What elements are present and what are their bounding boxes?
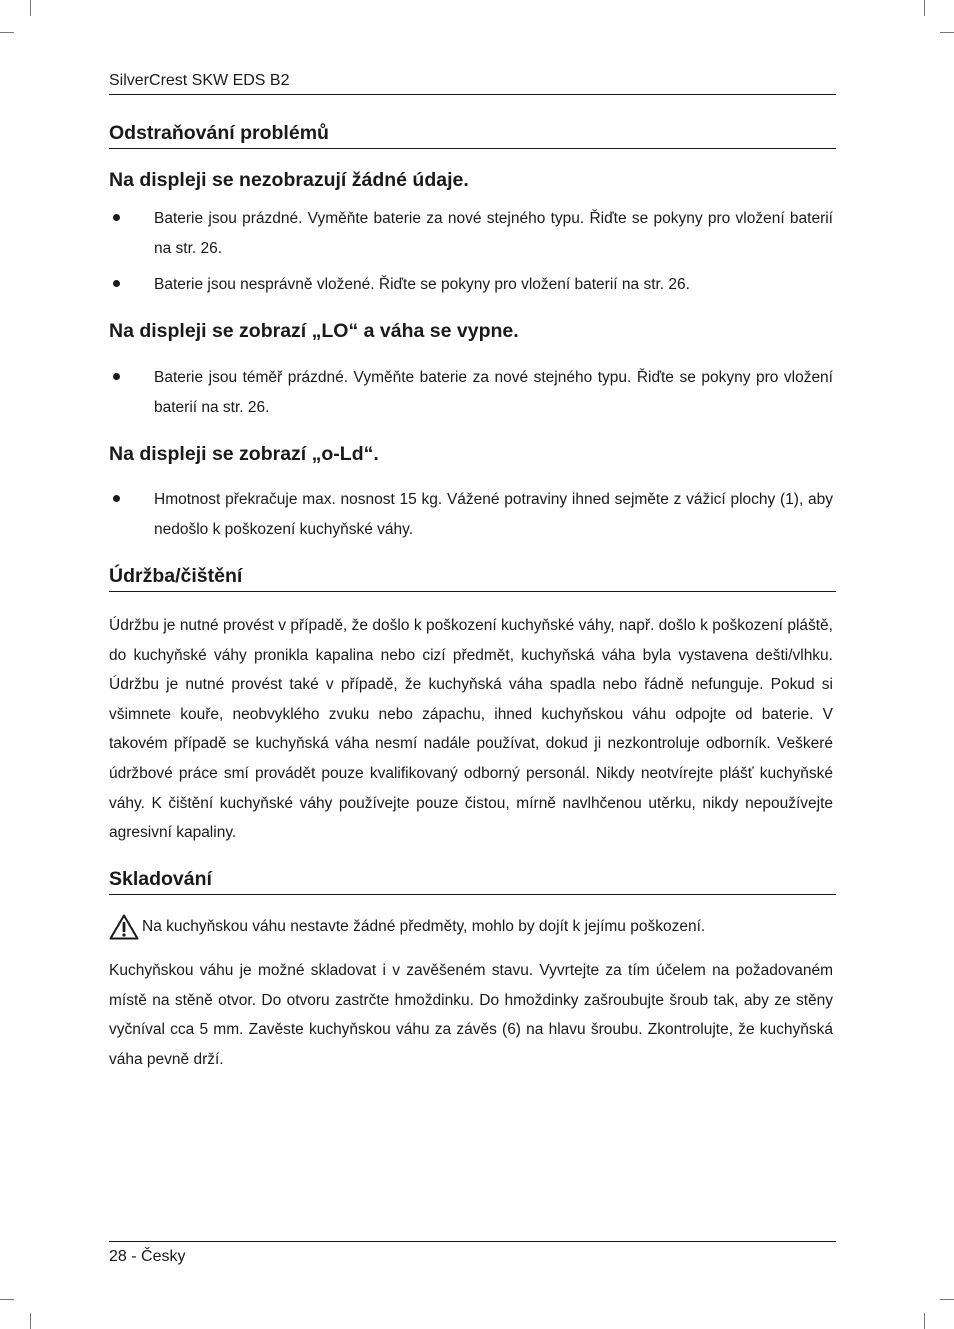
storage-heading: Skladování [109,866,836,895]
bullet-icon [113,280,120,287]
issue-title-no-display: Na displeji se nezobrazují žádné údaje. [109,169,469,191]
maintenance-heading: Údržba/čištění [109,563,836,592]
list-item [109,204,833,263]
crop-mark [924,1313,925,1329]
warning-text: Na kuchyňskou váhu nestavte žádné předměty, mohlo by dojít k jejímu poškození. [142,918,706,935]
storage-paragraph: Kuchyňskou váhu je možné skladovat i v zavěšeném stavu. Vyvrtejte za tím účelem na požadovaném místě na stěně otvor. Do otvoru zastrčte hmoždinku. Do hmoždinky zašroubujte šroub tak, aby ze stěny vyčníval cca 5 mm. Zavěste kuchyňskou váhu za závěs (6) na hlavu šroubu. Zkontrolujte, že kuchyňská váha pevně drží. [109,962,833,1068]
list-item-text: Baterie jsou nesprávně vložené. Řiďte se pokyny pro vložení baterií na str. 26. [154,276,690,293]
list-item [109,270,833,300]
list-item [109,485,833,544]
maintenance-paragraph: Údržbu je nutné provést v případě, že došlo k poškození kuchyňské váhy, např. došlo k poškození pláště, do kuchyňské váhy pronikla kapalina nebo cizí předmět, kuchyňská váha byla vystavena dešti/vlhku. Údržbu je nutné provést také v případě, že kuchyňská váha spadla nebo řádně nefunguje. Pokud si všimnete kouře, neobvyklého zvuku nebo zápachu, ihned kuchyňskou váhu odpojte od baterie. V takovém případě se kuchyňská váha nesmí nadále používat, dokud ji nezkontroluje odborník. Veškeré údržbové práce smí provádět pouze kvalifikovaný odborný personál. Nikdy neotvírejte plášť kuchyňské váhy. K čištění kuchyňské váhy používejte pouze čistou, mírně navlhčenou utěrku, nikdy nepoužívejte agresivní kapaliny. [109,617,833,842]
list-item-text: Baterie jsou téměř prázdné. Vyměňte baterie za nové stejného typu. Řiďte se pokyny pro vložení baterií na str. 26. [154,369,833,416]
issue-title-old: Na displeji se zobrazí „o-Ld“. [109,443,379,465]
page-footer [109,1241,836,1268]
troubleshooting-heading: Odstraňování problémů [109,120,836,149]
page-number: 28 - Česky [109,1248,186,1265]
list-item-text: Hmotnost překračuje max. nosnost 15 kg. Vážené potraviny ihned sejměte z vážicí plochy (1), aby nedošlo k poškození kuchyňské váhy. [154,491,833,538]
bullet-icon [113,373,120,380]
bullet-icon [113,214,120,221]
crop-mark [924,0,925,16]
crop-mark [0,32,14,33]
list-item [109,363,833,422]
storage-warning [109,912,833,942]
page-header [109,70,836,95]
crop-mark [30,1313,31,1329]
crop-mark [940,32,954,33]
crop-mark [940,1299,954,1300]
warning-triangle-icon [109,914,139,940]
header-title: SilverCrest SKW EDS B2 [109,72,290,89]
crop-mark [0,1299,14,1300]
bullet-icon [113,495,120,502]
crop-mark [30,0,31,16]
issue-title-lo: Na displeji se zobrazí „LO“ a váha se vypne. [109,320,519,342]
list-item-text: Baterie jsou prázdné. Vyměňte baterie za nové stejného typu. Řiďte se pokyny pro vložení baterií na str. 26. [154,210,833,257]
